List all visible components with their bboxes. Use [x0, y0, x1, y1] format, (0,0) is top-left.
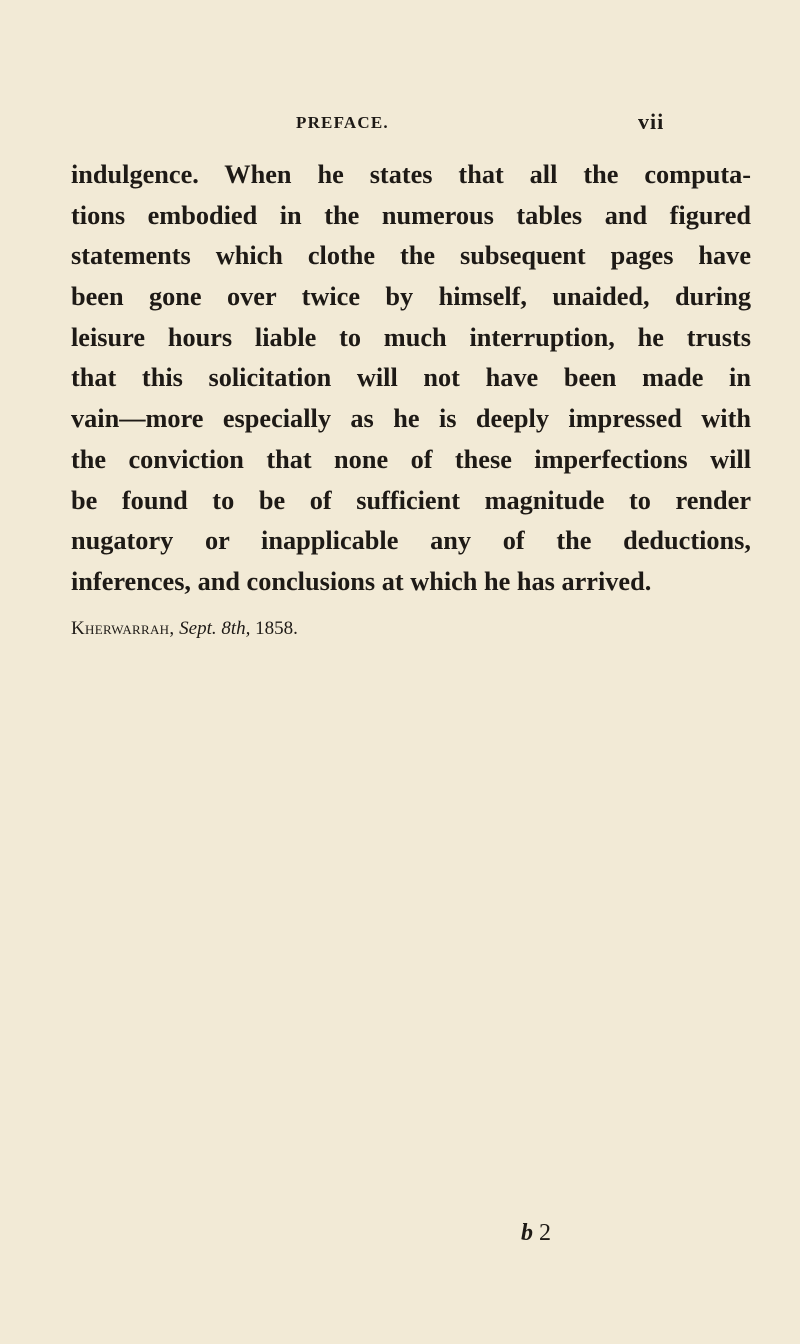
text-line: the conviction that none of these imperfections will [71, 444, 751, 474]
body-paragraph [71, 155, 751, 603]
text-line: leisure hours liable to much interruption, he trusts [71, 322, 751, 352]
page-header [0, 109, 800, 143]
signature-letter: b [521, 1220, 533, 1246]
text-line: statements which clothe the subsequent pages have [71, 241, 751, 271]
text-line: inferences, and conclusions at which he has arrived. [71, 566, 652, 596]
running-head: PREFACE. [296, 113, 389, 132]
text-line: been gone over twice by himself, unaided, during [71, 282, 751, 312]
text-line: that this solicitation will not have been made in [71, 363, 751, 393]
page-number: vii [638, 109, 665, 134]
text-line: nugatory or inapplicable any of the deductions, [71, 526, 751, 556]
date: Sept. 8th, [179, 618, 251, 639]
text-line: tions embodied in the numerous tables and figured [71, 200, 751, 230]
text-line: be found to be of sufficient magnitude to render [71, 485, 751, 515]
year: 1858. [255, 618, 298, 639]
text-line: indulgence. When he states that all the computa- [71, 160, 751, 189]
signature-mark [521, 1220, 551, 1247]
place-name: Kherwarrah, [71, 618, 175, 639]
text-line: vain—more especially as he is deeply impressed with [71, 404, 751, 434]
signature-number: 2 [539, 1220, 551, 1246]
place-date-line [71, 618, 298, 640]
